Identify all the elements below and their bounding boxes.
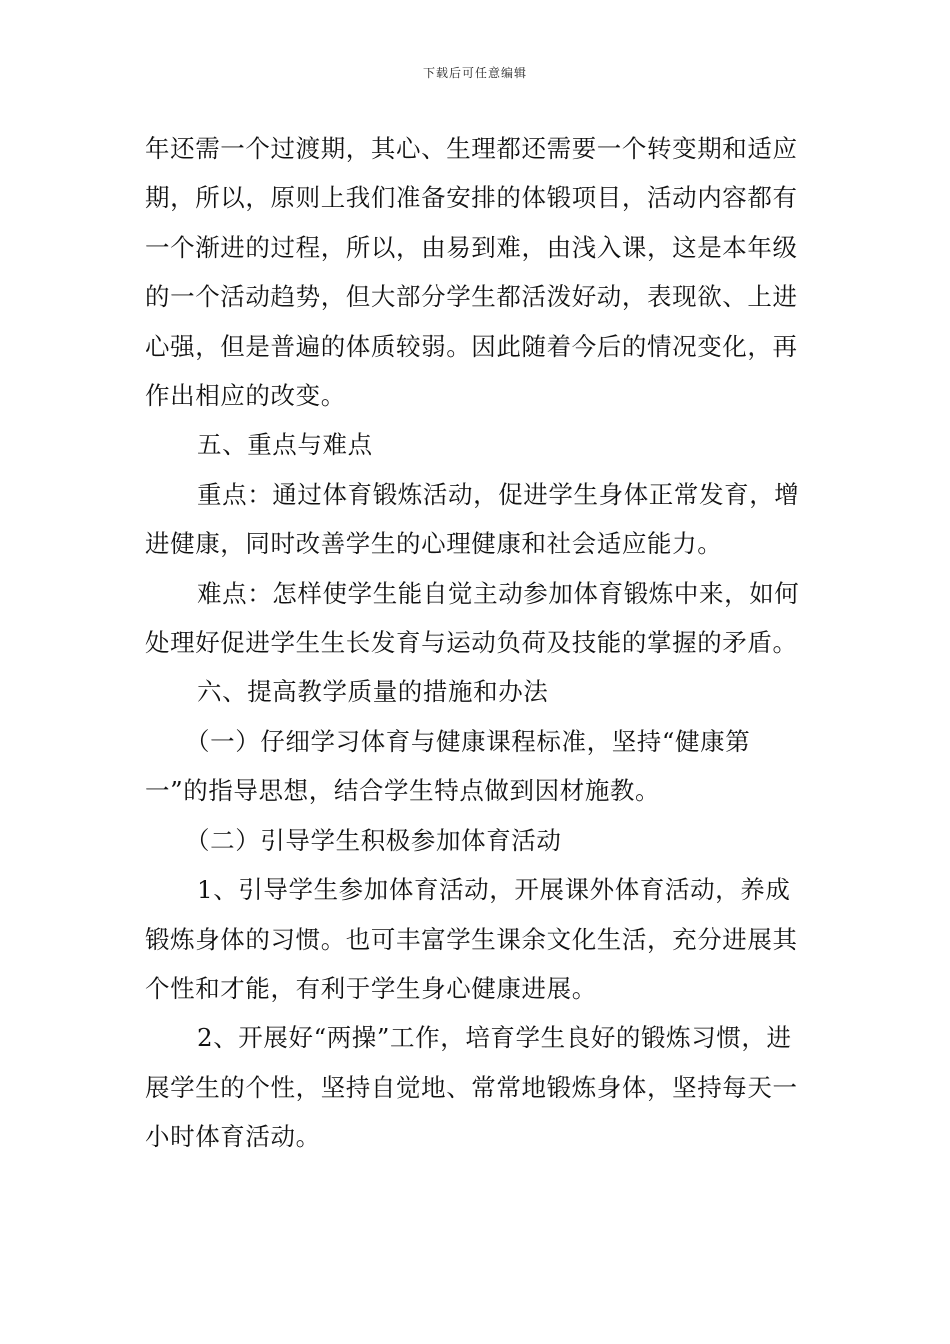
section-heading-five: 五、重点与难点 bbox=[197, 430, 373, 460]
paragraph-item-one: 1、引导学生参加体育活动，开展课外体育活动，养成锻炼身体的习惯。也可丰富学生课余文化生活，充分进展其个性和才能，有利于学生身心健康进展。 bbox=[145, 875, 798, 1003]
paragraph-difficulties: 难点：怎样使学生能自觉主动参加体育锻炼中来，如何处理好促进学生生长发育与运动负荷及技能的掌握的矛盾。 bbox=[145, 578, 800, 658]
page-header-note: 下载后可任意编辑 bbox=[422, 66, 527, 80]
paragraph-item-two: 2、开展好“两操”工作，培育学生良好的锻炼习惯，进展学生的个性，坚持自觉地、常常地锻炼身体，坚持每天一小时体育活动。 bbox=[145, 1023, 798, 1152]
section-heading-six: 六、提高教学质量的措施和办法 bbox=[197, 677, 549, 707]
subheading-measure-two: （二）引导学生积极参加体育活动 bbox=[185, 825, 562, 855]
paragraph-continuation: 年还需一个过渡期，其心、生理都还需要一个转变期和适应期，所以，原则上我们准备安排的体锻项目，活动内容都有一个渐进的过程，所以，由易到难，由浅入课，这是本年级的一个活动趋势，但大部分学生都活泼好动，表现欲、上进心强，但是普遍的体质较弱。因此随着今后的情况变化，再作出相应的改变。 bbox=[145, 134, 798, 411]
document-body bbox=[145, 124, 807, 1162]
paragraph-measure-one: （一）仔细学习体育与健康课程标准，坚持“健康第一”的指导思想，结合学生特点做到因材施教。 bbox=[145, 726, 751, 806]
paragraph-key-points: 重点：通过体育锻炼活动，促进学生身体正常发育，增进健康，同时改善学生的心理健康和社会适应能力。 bbox=[145, 479, 800, 559]
